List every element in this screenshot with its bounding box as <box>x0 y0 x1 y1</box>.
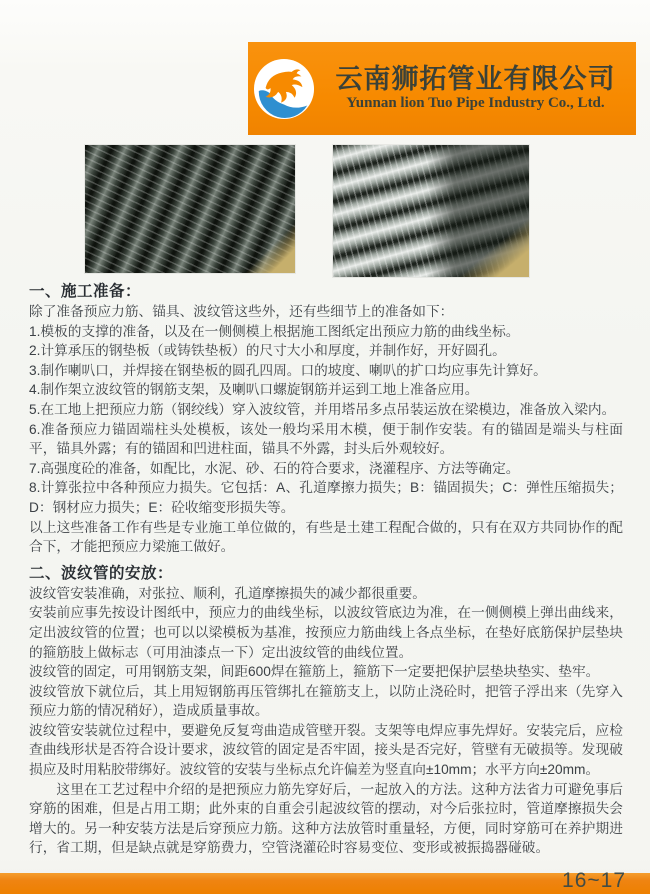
product-photo-silver-ducts <box>333 145 529 277</box>
section-1-paragraph: 4.制作架立波纹管的钢筋支架，及喇叭口螺旋钢筋并运到工地上准备应用。 <box>29 382 479 398</box>
section-1-paragraph: 5.在工地上把预应力筋（钢绞线）穿入波纹管，并用塔吊多点吊装运放在梁模边，准备放入梁内。 <box>29 401 616 417</box>
section-2-paragraph: 安装前应事先按设计图纸中，预应力的曲线坐标，以波纹管底边为准，在一侧侧模上弹出曲线来，定出波纹管的位置；也可以以梁模板为基准，按预应力筋曲线上各点坐标，在垫好底筋保护层垫块的箍筋肢上做标志（可用油漆点一下）定出波纹管的曲线位置。 <box>29 605 623 660</box>
lion-circle-logo-icon <box>253 58 315 120</box>
footer-band <box>0 873 650 894</box>
section-1-paragraph: 8.计算张拉中各种预应力损失。它包括：A、孔道摩擦力损失；B：锚固损失；C：弹性压缩损失；D：钢材应力损失；E：砼收缩变形损失等。 <box>29 480 623 515</box>
company-logo <box>253 58 315 120</box>
section-1-paragraph: 2.计算承压的钢垫板（或铸铁垫板）的尺寸大小和厚度，并制作好，开好圆孔。 <box>29 343 506 359</box>
section-1-heading: 一、施工准备： <box>29 283 142 300</box>
section-2-paragraph: 波纹管安装准确，对张拉、顺利，孔道摩擦损失的减少都很重要。 <box>29 585 426 601</box>
page-number: 16~17 <box>562 869 626 892</box>
document-body <box>29 282 623 858</box>
section-2-paragraph: 波纹管安装就位过程中，要避免反复弯曲造成管壁开裂。支架等电焊应事先焊好。安装完后，应检查曲线形状是否符合设计要求，波纹管的固定是否牢固，接头是否完好，管壁有无破损等。发现破损应及时用粘胶带绑好。波纹管的安装与坐标点允许偏差为竖直向±10mm；水平方向±20mm。 <box>29 722 623 778</box>
company-titles <box>323 65 628 113</box>
section-2-paragraph: 这里在工艺过程中介绍的是把预应力筋先穿好后，一起放入的方法。这种方法省力可避免事后穿筋的困难，但是占用工期；此外束的自重会引起波纹管的摆动，对今后张拉时，管道摩擦损失会增大的。另一种安装方法是后穿预应力筋。这种方法放管时重量轻，方便，同时穿筋可在养护期进行，省工期，但是缺点就是穿筋费力，空管浇灌砼时容易变位、变形或被振捣器碰破。 <box>29 781 623 856</box>
section-1-paragraph: 3.制作喇叭口，并焊接在钢垫板的圆孔四周。口的坡度、喇叭的扩口均应事先计算好。 <box>29 362 547 378</box>
section-2-heading: 二、波纹管的安放： <box>29 564 174 582</box>
company-name-cn: 云南狮拓管业有限公司 <box>335 63 616 94</box>
company-header-band <box>248 42 636 135</box>
section-2-paragraph: 波纹管的固定，可用钢筋支架，间距600焊在箍筋上，箍筋下一定要把保护层垫块垫实、垫牢。 <box>29 664 600 680</box>
section-1-paragraph: 1.模板的支撑的准备，以及在一侧侧模上根据施工图纸定出预应力筋的曲线坐标。 <box>29 323 520 339</box>
product-photo-black-ducts <box>85 145 295 273</box>
section-1-paragraph: 以上这些准备工作有些是专业施工单位做的，有些是土建工程配合做的，只有在双方共同协作的配合下，才能把预应力梁施工做好。 <box>29 519 623 555</box>
section-2-paragraph: 波纹管放下就位后，其上用短钢筋再压管绑扎在箍筋支上，以防止浇砼时，把管子浮出来（先穿入预应力筋的情况稍好），造成质量事故。 <box>29 683 623 719</box>
section-1-paragraph: 除了准备预应力筋、锚具、波纹管这些外，还有些细节上的准备如下： <box>29 304 454 319</box>
section-1-paragraph: 7.高强度砼的准备，如配比，水泥、砂、石的符合要求，浇灌程序、方法等确定。 <box>29 460 520 476</box>
company-name-en: Yunnan lion Tuo Pipe Industry Co., Ltd. <box>346 95 605 112</box>
section-1-paragraph: 6.准备预应力锚固端柱头处模板，该处一般均采用木模，便于制作安装。有的锚固是端头与柱面平，锚具外露；有的锚固和凹进柱面，锚具不外露，封头后外观较好。 <box>29 421 623 457</box>
